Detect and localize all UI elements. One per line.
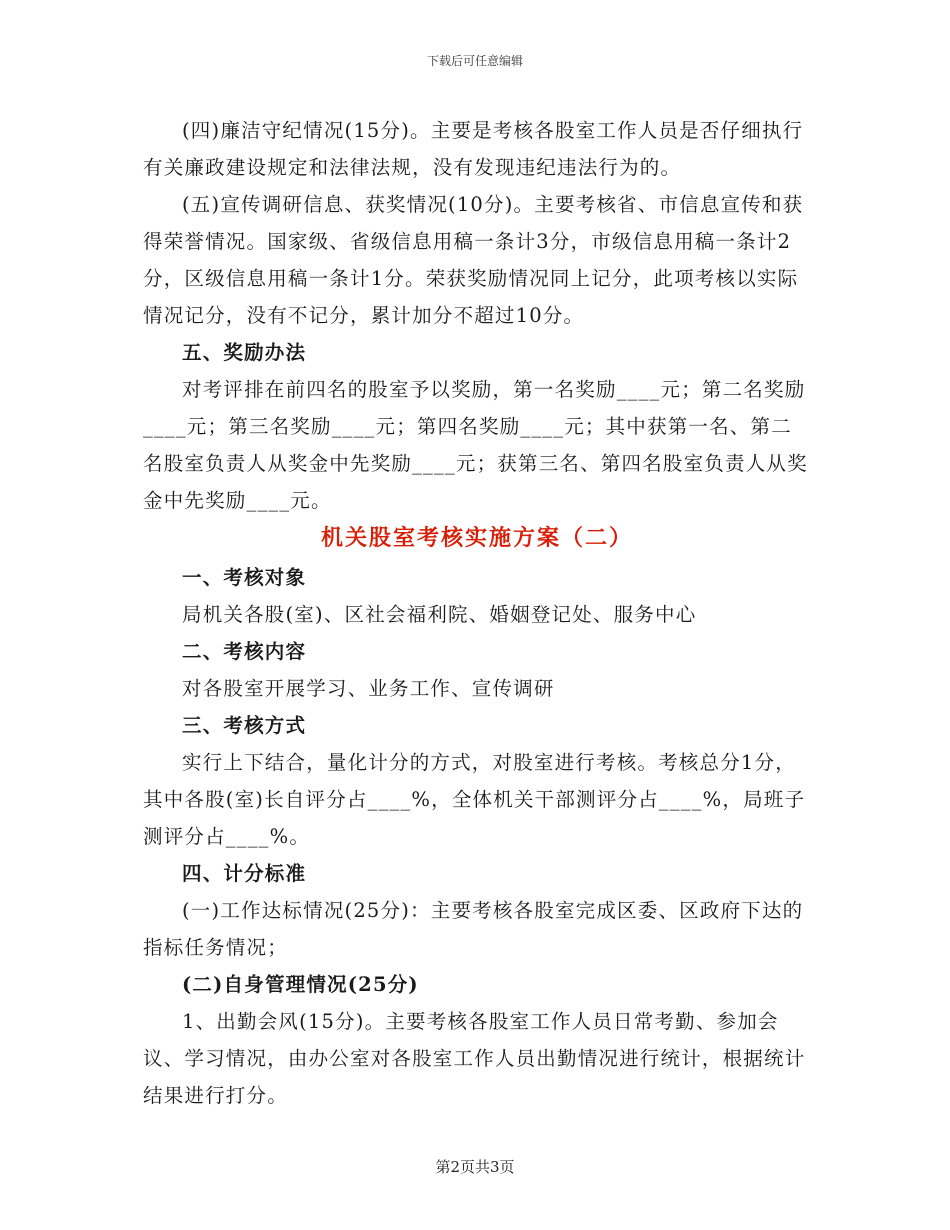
heading-assessment-target: 一、考核对象 (182, 566, 307, 589)
paragraph-publicity: (五)宣传调研信息、获奖情况(10分)。主要考核省、市信息宣传和获得荣誉情况。国家级、省级信息用稿一条计3分，市级信息用稿一条计2分，区级信息用稿一条计1分。荣获奖励情况同上记分，此项考核以实际情况记分，没有不记分，累计加分不超过10分。 (143, 193, 804, 327)
page-footer: 第2页共3页 (435, 1158, 515, 1176)
heading-assessment-content: 二、考核内容 (182, 640, 307, 663)
paragraph-integrity: (四)廉洁守纪情况(15分)。主要是考核各股室工作人员是否仔细执行有关廉政建设规定和法律法规，没有发现违纪违法行为的。 (143, 119, 804, 179)
paragraph-assessment-method: 实行上下结合，量化计分的方式，对股室进行考核。考核总分1分，其中各股(室)长自评分占____%，全体机关干部测评分占____%，局班子测评分占____%。 (143, 751, 806, 848)
paragraph-attendance: 1、出勤会风(15分)。主要考核各股室工作人员日常考勤、参加会议、学习情况，由办公室对各股室工作人员出勤情况进行统计，根据统计结果进行打分。 (143, 1010, 806, 1107)
paragraph-assessment-target: 局机关各股(室)、区社会福利院、婚姻登记处、服务中心 (182, 603, 697, 626)
heading-assessment-method: 三、考核方式 (182, 714, 307, 737)
heading-self-management: (二)自身管理情况(25分) (182, 973, 419, 996)
document-body (143, 112, 811, 1114)
page-header: 下载后可任意编辑 (426, 54, 523, 68)
section-title: 机关股室考核实施方案（二） (320, 525, 633, 551)
heading-reward-method: 五、奖励办法 (182, 341, 307, 364)
paragraph-work-compliance: (一)工作达标情况(25分)：主要考核各股室完成区委、区政府下达的指标任务情况； (143, 899, 804, 959)
paragraph-assessment-content: 对各股室开展学习、业务工作、宣传调研 (182, 677, 555, 700)
paragraph-reward: 对考评排在前四名的股室予以奖励，第一名奖励____元；第二名奖励____元；第三名奖励____元；第四名奖励____元；其中获第一名、第二名股室负责人从奖金中先奖励____元；获第三名、第四名股室负责人从奖金中先奖励____元。 (143, 378, 808, 512)
heading-scoring-standard: 四、计分标准 (182, 862, 307, 885)
